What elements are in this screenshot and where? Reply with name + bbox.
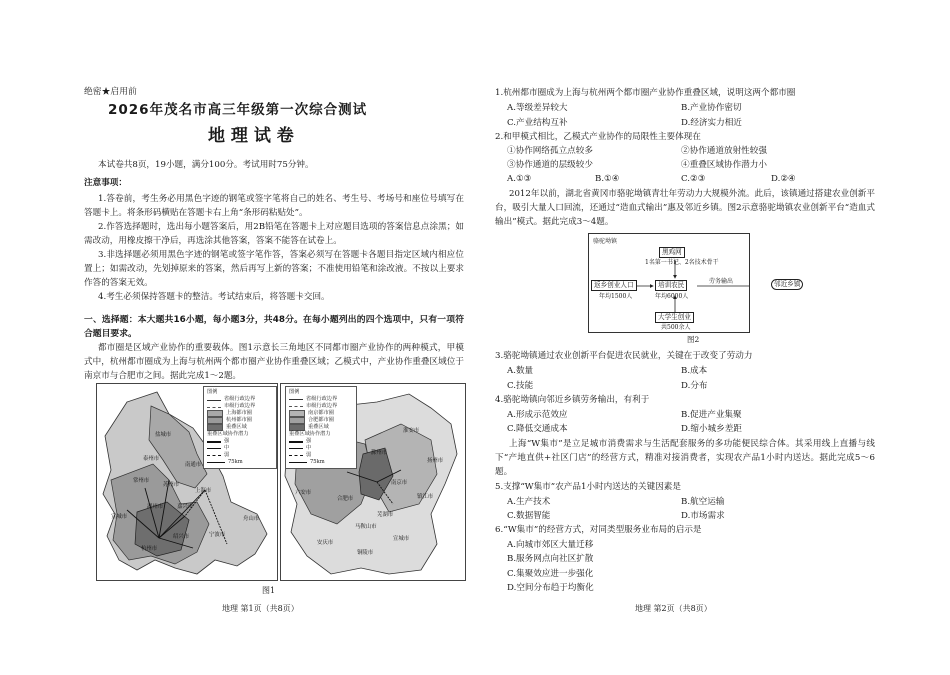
legend-row: 市级行政边界 (207, 403, 273, 410)
page-footer: 地理 第2页（共8页） (635, 604, 712, 613)
q1-option-d: D.经济实力相近 (681, 118, 742, 128)
city-label: 合肥市 (337, 496, 354, 502)
q2-item-2: ②协作通道放射性较强 (681, 146, 767, 156)
q4-stem: 4.骆驼坳镇向邻近乡镇劳务输出，有利于 (495, 395, 650, 405)
legend-row: 上海都市圈 (207, 410, 273, 417)
city-label: 扬州市 (427, 458, 444, 464)
training-box: 培训农民 (655, 280, 687, 291)
map-1 (96, 383, 278, 581)
legend-row: 强 (289, 438, 353, 445)
secret-mark: 绝密★启用前 (84, 87, 137, 97)
map-1-legend (203, 386, 277, 469)
q6-stem: 6.“W集市”的经营方式，对同类型服务业布局的启示是 (495, 525, 702, 535)
legend-title: 图例 (289, 389, 300, 395)
city-label: 淮安市 (403, 428, 420, 434)
student-box: 大学生创业 (655, 312, 694, 323)
passage-3: 上海“W集市”是立足城市消费需求与生活配套服务的多功能便民综合体。其采用线上直播与线下“产地直供+社区门店”的经营方式，精准对接消费者，实现农产品1小时内送达。据此完成5～6题。 (495, 439, 875, 478)
legend-row: 强 (207, 438, 273, 445)
q4-option-a: A.形成示范效应 (507, 410, 568, 420)
map-2-legend (285, 386, 357, 469)
q6-option-d: D.空间分布趋于均衡化 (507, 583, 594, 593)
city-label: 镇江市 (417, 494, 434, 500)
city-label: 盐城市 (155, 432, 172, 438)
q2-stem: 2.和甲模式相比，乙模式产业协作的局限性主要体现在 (495, 132, 701, 142)
legend-row: 重叠区域 (207, 424, 273, 431)
intro-text: 本试卷共8页，19小题，满分100分。考试用时75分钟。 (98, 160, 314, 170)
legend-row: 重叠区域 (289, 424, 353, 431)
q3-option-b: B.成本 (681, 366, 708, 376)
notes-header: 注意事项： (84, 178, 127, 188)
legend-row: 中 (289, 445, 353, 452)
neighbor-town-box: 邻近乡镇 (771, 279, 803, 290)
returnee-count: 年均1500人 (599, 293, 633, 300)
legend-title: 图例 (207, 389, 218, 395)
city-label: 舟山市 (243, 516, 260, 522)
city-label: 宣城市 (111, 514, 128, 520)
returnee-box: 返乡创业人口 (591, 280, 637, 291)
platform-box: 黑鸡网 (659, 247, 685, 258)
q2-item-1: ①协作网络孤立点较多 (507, 146, 593, 156)
note-1: 1.答卷前，考生务必用黑色字迹的钢笔或签字笔将自己的姓名、考生号、考场号和座位号填写在答题卡上。将条形码横贴在答题卡右上角“条形码粘贴处”。 (84, 194, 464, 219)
legend-row: 省级行政边界 (207, 396, 273, 403)
legend-row: 中 (207, 445, 273, 452)
city-label: 芜湖市 (377, 512, 394, 518)
city-label: 嘉兴市 (177, 504, 194, 510)
exam-title: 2026年茂名市高三年级第一次综合测试 (108, 102, 368, 118)
student-count: 共500余人 (661, 324, 691, 331)
q3-option-d: D.分布 (681, 381, 708, 391)
figure-2-caption: 图2 (687, 335, 700, 344)
q4-option-d: D.缩小城乡差距 (681, 424, 742, 434)
note-2: 2.作答选择题时，选出每小题答案后，用2B铅笔在答题卡上对应题目选项的答案信息点涂黑；如需改动，用橡皮擦干净后，再选涂其他答案，答案不能答在试卷上。 (84, 222, 464, 247)
q5-option-d: D.市场需求 (681, 511, 725, 521)
city-label: 安庆市 (317, 540, 334, 546)
q3-option-c: C.技能 (507, 381, 534, 391)
note-3: 3.非选择题必须用黑色字迹的钢笔或签字笔作答，答案必须写在答题卡各题目指定区域内相应位置上；如需改动，先划掉原来的答案，然后再写上新的答案；不准使用铅笔和涂改液。不按以上要求作答的答案无效。 (84, 250, 464, 289)
legend-row: 重叠区域协作潜力 (207, 431, 249, 437)
q2-item-4: ④重叠区域协作潜力小 (681, 160, 767, 170)
legend-row: 省级行政边界 (289, 396, 353, 403)
q6-option-b: B.服务网点向社区扩散 (507, 554, 594, 564)
legend-row: 市级行政边界 (289, 403, 353, 410)
q6-option-a: A.向城市郊区大量迁移 (507, 540, 594, 550)
city-label: 常州市 (133, 478, 150, 484)
figure-2-diagram (588, 233, 750, 333)
map-2 (280, 383, 466, 581)
city-label: 六安市 (295, 490, 312, 496)
city-label: 南通市 (185, 462, 202, 468)
city-label: 宁波市 (209, 532, 226, 538)
note-4: 4.考生必须保持答题卡的整洁。考试结束后，将答题卡交回。 (98, 292, 330, 302)
q3-option-a: A.数量 (507, 366, 534, 376)
q4-option-b: B.促进产业集聚 (681, 410, 742, 420)
city-label: 宣城市 (393, 536, 410, 542)
legend-row: 重叠区域协作潜力 (289, 431, 331, 437)
legend-row: 合肥都市圈 (289, 417, 353, 424)
city-label: 湖州市 (147, 504, 164, 510)
q3-stem: 3.骆驼坳镇通过农业创新平台促进农民就业，关键在于改变了劳动力 (495, 351, 753, 361)
q5-option-c: C.数据智能 (507, 511, 551, 521)
city-label: 铜陵市 (357, 550, 374, 556)
passage-2: 2012年以前，湖北省黄冈市骆驼坳镇青壮年劳动力大规模外流。此后，该镇通过搭建农业创新平台，吸引大量人口回流，还通过“造血式输出”惠及邻近乡镇。图2示意骆驼坳镇农业创新平台“造血式输出”模式。据此完成3～4题。 (495, 189, 875, 228)
legend-row: 弱 (289, 452, 353, 459)
q5-option-b: B.航空运输 (681, 497, 725, 507)
q4-option-c: C.降低交通成本 (507, 424, 568, 434)
city-label: 滁州市 (371, 450, 388, 456)
q2-item-3: ③协作通道的层级较少 (507, 160, 593, 170)
q2-option-c: C.②③ (681, 174, 706, 184)
scale-bar: 75km (207, 459, 273, 466)
labor-output-label: 劳务输出 (709, 278, 734, 285)
figure-1-caption: 图1 (262, 586, 276, 595)
city-label: 杭州市 (141, 546, 158, 552)
q2-option-d: D.②④ (771, 174, 796, 184)
city-label: 苏州市 (163, 482, 180, 488)
city-label: 上海市 (195, 488, 212, 494)
city-label: 绍兴市 (173, 534, 190, 540)
q2-option-a: A.①③ (507, 174, 532, 184)
q1-option-c: C.产业结构互补 (507, 118, 568, 128)
training-count: 年均6000人 (655, 293, 689, 300)
legend-row: 弱 (207, 452, 273, 459)
city-label: 泰州市 (143, 456, 160, 462)
page-footer: 地理 第1页（共8页） (222, 604, 299, 613)
diagram-town-label: 骆驼坳镇 (593, 238, 618, 245)
city-label: 南京市 (391, 480, 408, 486)
q6-option-c: C.集聚效应进一步强化 (507, 569, 594, 579)
q1-stem: 1.杭州都市圈成为上海与杭州两个都市圈产业协作重叠区域，说明这两个都市圈 (495, 88, 796, 98)
legend-row: 南京都市圈 (289, 410, 353, 417)
legend-row: 杭州都市圈 (207, 417, 273, 424)
section-title: 一、选择题：本大题共16小题，每小题3分，共48分。在每小题列出的四个选项中，只有一项符合题目要求。 (84, 315, 464, 340)
q5-stem: 5.支撑“W集市”农产品1小时内送达的关键因素是 (495, 482, 681, 492)
passage-1: 都市圈是区域产业协作的重要载体。图1示意长三角地区不同都市圈产业协作的两种模式，甲模式中，杭州都市圈成为上海与杭州两个都市圈产业协作重叠区域；乙模式中，产业协作重叠区域位于南京市与合肥市之间。据此完成1～2题。 (84, 343, 464, 382)
right-page (475, 0, 950, 675)
q5-option-a: A.生产技术 (507, 497, 551, 507)
subject-title: 地 理 试 卷 (208, 126, 294, 146)
q2-option-b: B.①④ (595, 174, 620, 184)
scale-bar: 75km (289, 459, 353, 466)
q1-option-a: A.等级差异较大 (507, 103, 568, 113)
q1-option-b: B.产业协作密切 (681, 103, 742, 113)
platform-staff: 1名第一书记、2名技术骨干 (645, 259, 719, 266)
city-label: 马鞍山市 (355, 524, 377, 530)
